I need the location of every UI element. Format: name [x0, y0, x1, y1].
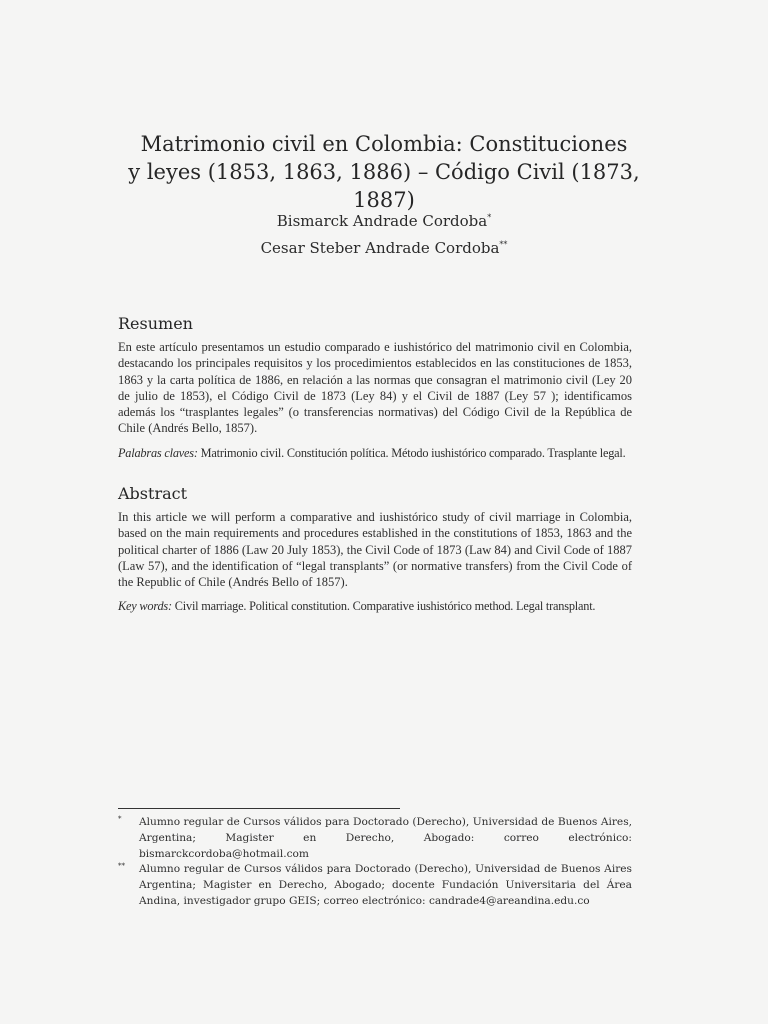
footnote-text: Alumno regular de Cursos válidos para Doctorado (Derecho), Universidad de Buenos Aires, Argentina; Magister en Derecho, Abogado: correo electrónico: bismarckcordoba@hotmail.com [139, 816, 632, 860]
author-footnote-mark[interactable]: ** [499, 240, 508, 249]
abstract-keywords [118, 598, 632, 614]
resumen-section [118, 314, 632, 461]
resumen-heading: Resumen [118, 314, 193, 333]
abstract-body: In this article we will perform a comparative and iushistórico study of civil marriage in Colombia, based on the main requirements and procedures established in the constitutions of 1853, 1863 and the political charter of 1886 (Law 20 July 1853), the Civil Code of 1873 (Law 84) and Civil Code of 1887 (Law 57), and the identification of “legal transplants” (or normative transfers) from the Civil Code of the Republic of Chile (Andrés Bello of 1857). [118, 510, 632, 590]
keywords-label: Palabras claves: [118, 445, 198, 460]
author-name: Cesar Steber Andrade Cordoba [260, 239, 500, 257]
title-line-2: y leyes (1853, 1863, 1886) – Código Civil (1873, 1887) [128, 160, 640, 212]
footnotes [118, 815, 632, 910]
resumen-body: En este artículo presentamos un estudio comparado e iushistórico del matrimonio civil en Colombia, destacando los principales requisitos y los procedimientos establecidos en las constituciones de 1853, 1863 y la carta política de 1886, en relación a las normas que consagran el matrimonio civil (Ley 20 de julio de 1853), el Código Civil de 1873 (Ley 84) y el Civil de 1887 (Ley 57 ); identificamos además los “trasplantes legales” (o transferencias normativas) del Código Civil de la República de Chile (Andrés Bello, 1857). [118, 340, 632, 436]
footnote-text: Alumno regular de Cursos válidos para Doctorado (Derecho), Universidad de Buenos Aires Argentina; Magister en Derecho, Abogado; docente Fundación Universitaria del Área Andina, investigador grupo GEIS; correo electrónico: candrade4@areandina.edu.co [139, 863, 632, 907]
footnote-divider [118, 808, 400, 809]
article-title [100, 130, 668, 214]
title-line-1: Matrimonio civil en Colombia: Constituciones [140, 132, 628, 156]
author-list [150, 206, 618, 260]
abstract-section [118, 484, 632, 614]
keywords-label: Key words: [118, 599, 172, 614]
resumen-keywords [118, 445, 632, 461]
abstract-heading: Abstract [118, 484, 188, 503]
keywords-text: Matrimonio civil. Constitución política. Método iushistórico comparado. Trasplante legal. [197, 445, 626, 460]
author-1 [150, 206, 618, 233]
footnote-mark: ** [118, 862, 125, 871]
footnote-2 [118, 862, 632, 909]
footnote-mark: * [118, 815, 122, 823]
keywords-text: Civil marriage. Political constitution. Comparative iushistórico method. Legal transplant. [171, 599, 596, 614]
footnote-1 [118, 815, 632, 862]
author-footnote-mark[interactable]: * [487, 213, 492, 222]
author-name: Bismarck Andrade Cordoba [276, 212, 488, 230]
author-2 [150, 233, 618, 260]
